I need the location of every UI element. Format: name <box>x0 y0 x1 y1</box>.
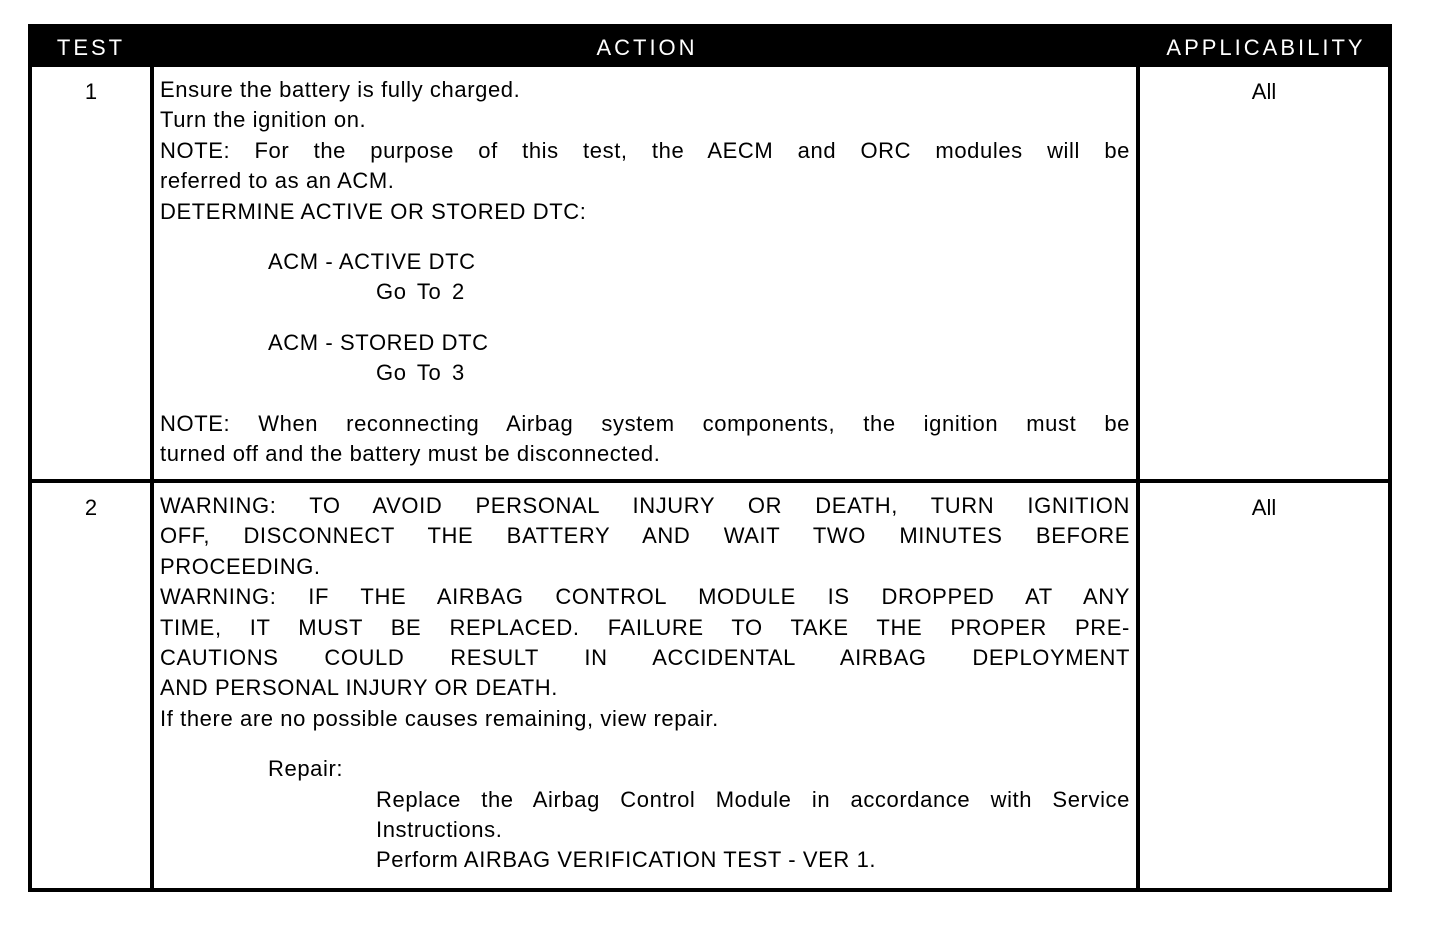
diagnostic-test-table <box>28 24 1392 892</box>
action-cell-1 <box>160 75 1130 469</box>
applicability-2: All <box>1251 495 1277 520</box>
table-header <box>32 28 1388 67</box>
warning-line: WARNING: IF THE AIRBAG CONTROL MODULE IS DROPPED AT ANY <box>160 584 1130 610</box>
repair-line: Instructions. <box>376 816 503 842</box>
action-line: Ensure the battery is fully charged. <box>160 77 521 102</box>
repair-label: Repair: <box>268 756 344 782</box>
action-note-line: referred to as an ACM. <box>160 168 395 194</box>
action-note-line: NOTE: For the purpose of this test, the AECM and ORC modules will be <box>160 137 1130 163</box>
action-cell-2 <box>160 491 1130 876</box>
header-applicability: APPLICABILITY <box>1166 35 1366 60</box>
option-label: ACM - ACTIVE DTC <box>268 248 476 274</box>
action-line: Turn the ignition on. <box>160 107 367 133</box>
warning-line: WARNING: TO AVOID PERSONAL INJURY OR DEATH, TURN IGNITION <box>160 493 1130 518</box>
row-divider <box>32 479 1388 483</box>
header-test: TEST <box>56 35 126 60</box>
applicability-1: All <box>1251 79 1277 104</box>
action-note-line: NOTE: When reconnecting Airbag system components, the ignition must be <box>160 410 1130 436</box>
warning-line: CAUTIONS COULD RESULT IN ACCIDENTAL AIRBAG DEPLOYMENT <box>160 644 1130 670</box>
warning-line: OFF, DISCONNECT THE BATTERY AND WAIT TWO MINUTES BEFORE <box>160 523 1130 549</box>
test-number-1: 1 <box>84 79 98 104</box>
action-note-line: turned off and the battery must be disconnected. <box>160 440 661 466</box>
action-line: DETERMINE ACTIVE OR STORED DTC: <box>160 198 587 224</box>
warning-line: AND PERSONAL INJURY OR DEATH. <box>160 675 558 701</box>
warning-line: PROCEEDING. <box>160 553 321 579</box>
repair-line: Perform AIRBAG VERIFICATION TEST - VER 1. <box>376 847 877 873</box>
repair-line: Replace the Airbag Control Module in accordance with Service <box>376 786 1130 812</box>
test-number-2: 2 <box>84 495 98 520</box>
option-label: ACM - STORED DTC <box>268 329 489 355</box>
header-action: ACTION <box>596 35 698 60</box>
option-goto: Go To 2 <box>376 279 465 305</box>
warning-line: TIME, IT MUST BE REPLACED. FAILURE TO TAKE THE PROPER PRE- <box>160 614 1130 640</box>
option-goto: Go To 3 <box>376 360 465 386</box>
action-line: If there are no possible causes remaining, view repair. <box>160 705 719 731</box>
